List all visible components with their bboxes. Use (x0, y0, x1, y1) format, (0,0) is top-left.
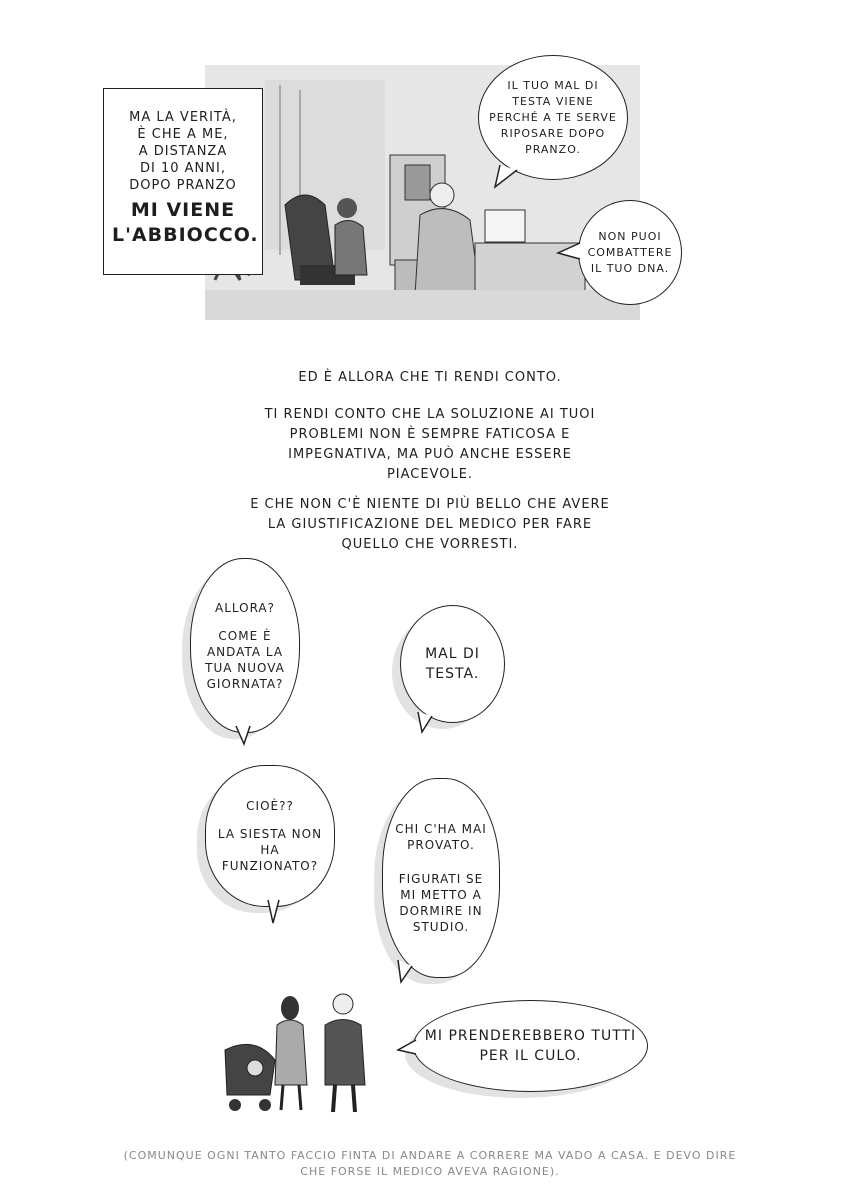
speech-text: COME È ANDATA LA TUA NUOVA GIORNATA? (205, 628, 285, 691)
narration-text-2: TI RENDI CONTO CHE LA SOLUZIONE AI TUOI PROBLEMI NON È SEMPRE FATICOSA E IMPEGNATIVA, MA PUÒ ANCHE ESSERE PIACEVOLE. (264, 407, 596, 482)
speech-text: NON PUOI COMBATTERE IL TUO DNA. (587, 229, 673, 275)
speech-text: IL TUO MAL DI TESTA VIENE PERCHÉ A TE SERVE RIPOSARE DOPO PRANZO. (489, 78, 617, 156)
narration-text-1: ED È ALLORA CHE TI RENDI CONTO. (298, 370, 562, 385)
narration-text-3: E CHE NON C'È NIENTE DI PIÙ BELLO CHE AVERE LA GIUSTIFICAZIONE DEL MEDICO PER FARE QUELLO CHE VORRESTI. (250, 497, 610, 552)
speech-bubble-wife-2 (205, 765, 335, 907)
speech-text: FIGURATI SE MI METTO A DORMIRE IN STUDIO. (398, 872, 484, 934)
caption-line: A DISTANZA (138, 144, 228, 159)
speech-text: CIOÈ?? (246, 799, 294, 813)
speech-text: ALLORA? (214, 600, 276, 615)
footnote: (COMUNQUE OGNI TANTO FACCIO FINTA DI ANDARE A CORRERE MA VADO A CASA. E DEVO DIRE CHE FORSE IL MEDICO AVEVA RAGIONE). (123, 1149, 737, 1178)
caption-emphasis: MI VIENE L'ABBIOCCO. (112, 199, 259, 246)
speech-tail (495, 165, 525, 190)
speech-tail (268, 900, 282, 925)
speech-text: CHI C'HA MAI PROVATO. (395, 822, 487, 852)
speech-tail (398, 960, 416, 985)
caption-line: DOPO PRANZO (129, 178, 237, 193)
narration-caption-box (103, 88, 263, 275)
speech-tail (558, 243, 583, 263)
speech-bubble-husband-3 (413, 1000, 648, 1092)
speech-text: MAL DI TESTA. (425, 646, 480, 682)
speech-bubble-husband-1 (400, 605, 505, 723)
caption-line: È CHE A ME, (137, 127, 229, 142)
speech-bubble-doctor-1 (478, 55, 628, 180)
speech-tail (236, 726, 254, 746)
speech-bubble-husband-2 (382, 778, 500, 978)
caption-line: MA LA VERITÀ, (129, 110, 237, 125)
speech-text: LA SIESTA NON HA FUNZIONATO? (217, 827, 323, 873)
speech-tail (398, 1040, 418, 1056)
speech-tail (418, 712, 436, 734)
couple-with-stroller-illustration (215, 990, 385, 1115)
speech-bubble-doctor-2 (578, 200, 682, 305)
speech-bubble-wife-1 (190, 558, 300, 733)
speech-text: MI PRENDEREBBERO TUTTI PER IL CULO. (424, 1028, 637, 1064)
caption-line: DI 10 ANNI, (140, 161, 226, 176)
